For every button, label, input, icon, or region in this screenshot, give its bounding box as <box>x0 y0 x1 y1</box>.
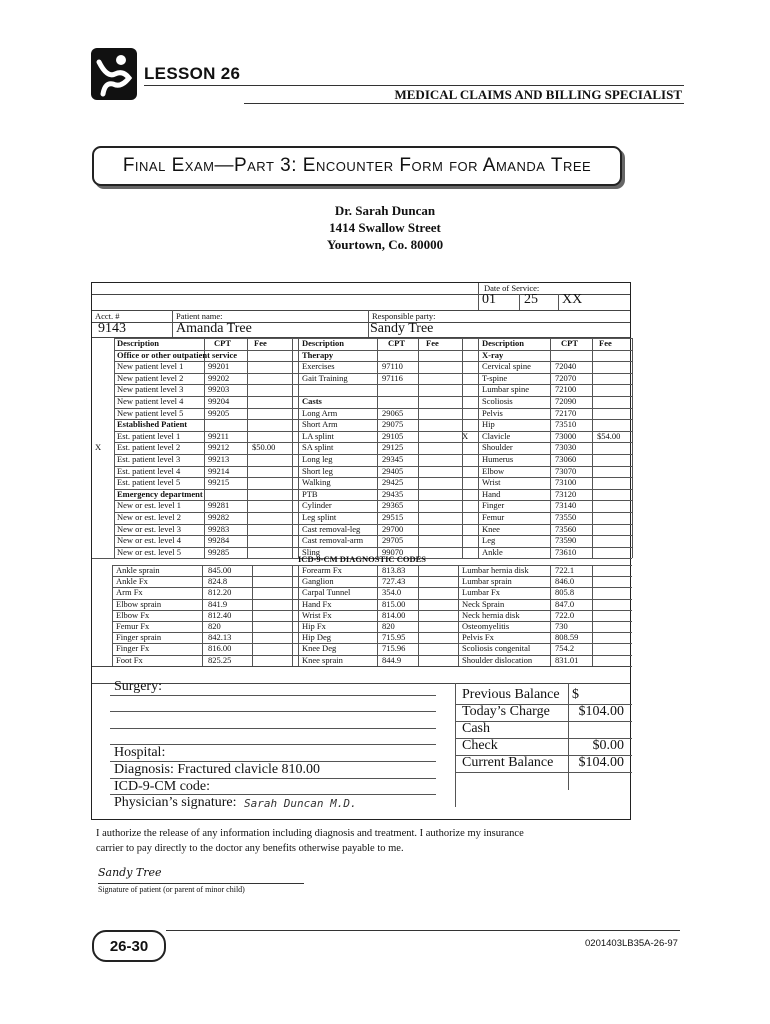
form-rule <box>92 666 630 667</box>
doctor-street: 1414 Swallow Street <box>329 220 441 235</box>
grid-rule <box>112 565 632 566</box>
form-divider <box>172 310 173 337</box>
encounter-form <box>91 282 631 820</box>
lesson-number: LESSON 26 <box>144 64 241 83</box>
column-header-cpt: CPT <box>388 338 405 348</box>
writing-line <box>110 728 436 729</box>
grid-rule <box>114 547 632 548</box>
grid-rule <box>114 373 632 374</box>
diagnosis-code: 846.0 <box>555 576 575 587</box>
procedure-description: New or est. level 3 <box>117 523 181 534</box>
procedure-description: Cast removal-arm <box>302 535 364 546</box>
grid-divider <box>112 565 113 666</box>
diagnosis-description: Lumbar Fx <box>462 587 501 598</box>
procedure-cpt: 99282 <box>208 512 230 522</box>
grid-divider <box>292 338 293 558</box>
grid-rule <box>112 610 632 611</box>
grid-divider <box>204 338 205 558</box>
grid-rule <box>114 419 632 420</box>
grid-rule <box>112 643 632 644</box>
procedure-description: Short leg <box>302 465 333 476</box>
procedure-cpt: 99215 <box>208 477 230 488</box>
diagnosis-code: 814.00 <box>382 609 406 620</box>
section-heading: Office or other outpatient service <box>117 349 238 360</box>
diagnosis-code: 808.59 <box>555 632 579 643</box>
diagnosis-code: 820 <box>382 621 395 631</box>
grid-rule <box>114 454 632 455</box>
grid-divider <box>377 338 378 558</box>
procedure-cpt: 73590 <box>555 535 577 546</box>
diagnosis-description: Forearm Fx <box>302 565 342 575</box>
diagnosis-description: Foot Fx <box>116 654 143 665</box>
column-header-description: Description <box>117 338 160 348</box>
diagnosis-description: Knee Deg <box>302 643 337 654</box>
grid-rule <box>114 350 632 351</box>
grid-divider <box>478 338 479 558</box>
procedure-description: Long leg <box>302 454 333 464</box>
grid-rule <box>114 500 632 501</box>
grid-divider <box>247 338 248 558</box>
procedure-cpt: 73510 <box>555 419 577 430</box>
signature-caption: Signature of patient (or parent of minor child) <box>98 885 245 894</box>
section-heading: Established Patient <box>117 419 188 430</box>
form-divider <box>568 683 569 790</box>
grid-divider <box>298 565 299 666</box>
doctor-address <box>0 202 770 253</box>
diagnosis-description: Neck hernia disk <box>462 609 520 620</box>
procedure-description: New patient level 3 <box>117 384 184 395</box>
procedure-cpt: 73070 <box>555 465 577 476</box>
diagnosis-code: 812.40 <box>208 609 232 620</box>
grid-rule <box>114 512 632 513</box>
procedure-cpt: 29515 <box>382 512 404 522</box>
diagnosis-description: Hip Fx <box>302 621 326 631</box>
date-month: 01 <box>482 292 496 307</box>
patient-name: Amanda Tree <box>176 321 252 336</box>
balance-label: Today’s Charge <box>462 704 550 719</box>
surgery-label: Surgery: <box>114 679 162 694</box>
diagnosis-description: Finger Fx <box>116 643 150 654</box>
column-header-fee: Fee <box>254 338 267 348</box>
hospital-label: Hospital: <box>114 745 166 760</box>
grid-rule <box>114 466 632 467</box>
grid-rule <box>114 338 632 339</box>
procedure-description: Est. patient level 4 <box>117 465 181 476</box>
responsible-party: Sandy Tree <box>370 321 434 336</box>
acct-label: Acct. # <box>95 311 120 321</box>
form-divider <box>519 294 520 310</box>
procedure-description: Hand <box>482 488 501 499</box>
grid-divider <box>418 565 419 666</box>
procedure-description: Humerus <box>482 454 514 464</box>
grid-rule <box>112 599 632 600</box>
diagnosis-code: 816.00 <box>208 643 232 654</box>
grid-divider <box>377 565 378 666</box>
procedure-cpt: 29435 <box>382 488 404 499</box>
balance-rule <box>455 772 632 773</box>
date-label: Date of Service: <box>484 283 540 293</box>
diagnosis-code: 825.25 <box>208 654 232 665</box>
date-day: 25 <box>524 292 538 307</box>
grid-divider <box>592 565 593 666</box>
procedure-description: New patient level 1 <box>117 361 184 372</box>
procedure-cpt: 29425 <box>382 477 404 488</box>
procedure-description: New patient level 2 <box>117 372 184 383</box>
procedure-description: Clavicle <box>482 430 511 441</box>
diagnosis: Diagnosis: Fractured clavicle 810.00 <box>114 762 321 777</box>
balance-rule <box>455 721 632 722</box>
responsible-label: Responsible party: <box>372 311 436 321</box>
diagnosis-description: Pelvis Fx <box>462 632 494 643</box>
diagnosis-description: Scoliosis congenital <box>462 643 531 654</box>
grid-rule <box>114 408 632 409</box>
procedure-description: New or est. level 1 <box>117 500 181 511</box>
course-title: MEDICAL CLAIMS AND BILLING SPECIALIST <box>394 87 682 102</box>
procedure-description: Cervical spine <box>482 361 531 372</box>
diagnosis-code: 842.13 <box>208 632 232 643</box>
signature-line <box>98 883 304 884</box>
procedure-cpt: 29105 <box>382 430 404 441</box>
physician-signature: Sarah Duncan M.D. <box>244 797 357 810</box>
procedure-cpt: 99203 <box>208 384 230 395</box>
procedure-cpt: 72040 <box>555 361 577 372</box>
column-header-description: Description <box>482 338 525 348</box>
grid-rule <box>114 396 632 397</box>
procedure-description: Femur <box>482 512 505 522</box>
balance-rule <box>455 755 632 756</box>
doctor-city: Yourtown, Co. 80000 <box>326 237 444 252</box>
diagnosis-code: 845.00 <box>208 565 232 575</box>
procedure-cpt: 73060 <box>555 454 577 464</box>
procedure-cpt: 73100 <box>555 477 577 488</box>
diagnosis-description: Wrist Fx <box>302 609 332 620</box>
authorization-line: I authorize the release of any information including diagnosis and treatment. I authorize my insurance <box>96 828 524 839</box>
header-rule <box>144 85 684 86</box>
diagnosis-description: Arm Fx <box>116 587 143 598</box>
grid-rule <box>114 489 632 490</box>
procedure-cpt: 97116 <box>382 372 403 383</box>
document-code: 0201403LB35A-26-97 <box>585 938 678 949</box>
procedure-description: New or est. level 5 <box>117 546 181 557</box>
procedure-cpt: 29065 <box>382 407 404 418</box>
procedure-cpt: 29700 <box>382 523 404 534</box>
balance-value: $104.00 <box>578 704 624 719</box>
procedure-description: Est. patient level 5 <box>117 477 181 488</box>
grid-rule <box>114 477 632 478</box>
procedure-cpt: 99070 <box>382 546 404 557</box>
form-divider <box>478 283 479 310</box>
procedure-fee: $54.00 <box>597 430 621 441</box>
procedure-description: Elbow <box>482 465 505 476</box>
doctor-name: Dr. Sarah Duncan <box>334 203 436 218</box>
column-header-fee: Fee <box>599 338 612 348</box>
grid-divider <box>550 338 551 558</box>
row-mark: X <box>95 442 102 453</box>
procedure-cpt: 72090 <box>555 396 577 406</box>
figure-icon <box>91 48 137 100</box>
procedure-description: New patient level 5 <box>117 407 184 418</box>
grid-rule <box>114 361 632 362</box>
diagnosis-code: 805.8 <box>555 587 575 598</box>
diagnosis-description: Elbow sprain <box>116 598 162 609</box>
procedure-cpt: 99281 <box>208 500 230 511</box>
procedure-description: PTB <box>302 488 318 499</box>
writing-line <box>110 711 436 712</box>
form-divider <box>558 294 559 310</box>
diagnosis-description: Ankle sprain <box>116 565 160 575</box>
procedure-cpt: 73610 <box>555 546 577 557</box>
procedure-cpt: 99202 <box>208 372 230 383</box>
procedure-description: Cast removal-leg <box>302 523 361 534</box>
icd-code-label: ICD-9-CM code: <box>114 779 211 794</box>
page-number: 26-30 <box>92 930 166 962</box>
balance-label: Previous Balance <box>462 687 560 702</box>
procedure-description: Est. patient level 3 <box>117 454 181 464</box>
date-year: XX <box>562 292 583 307</box>
grid-divider <box>202 565 203 666</box>
column-header-description: Description <box>302 338 345 348</box>
diagnosis-description: Ganglion <box>302 576 334 587</box>
balance-value: $104.00 <box>578 755 624 770</box>
diagnosis-description: Elbow Fx <box>116 609 150 620</box>
procedure-cpt: 99211 <box>208 430 229 441</box>
procedure-cpt: 29075 <box>382 419 404 430</box>
procedure-description: Wrist <box>482 477 501 488</box>
diagnosis-code: 815.00 <box>382 598 406 609</box>
procedure-cpt: 99204 <box>208 396 230 406</box>
procedure-description: SA splint <box>302 442 334 453</box>
procedure-description: Hip <box>482 419 495 430</box>
procedure-description: Est. patient level 1 <box>117 430 181 441</box>
balance-label: Cash <box>462 721 490 736</box>
grid-divider <box>462 338 463 558</box>
procedure-cpt: 73560 <box>555 523 577 534</box>
balance-label: Current Balance <box>462 755 554 770</box>
patient-label: Patient name: <box>176 311 223 321</box>
procedure-description: New or est. level 2 <box>117 512 181 522</box>
diagnosis-code: 831.01 <box>555 654 579 665</box>
diagnosis-description: Lumbar sprain <box>462 576 512 587</box>
procedure-description: Lumbar spine <box>482 384 529 395</box>
diagnosis-code: 722.1 <box>555 565 575 575</box>
procedure-cpt: 97110 <box>382 361 403 372</box>
diagnosis-code: 824.8 <box>208 576 228 587</box>
diagnosis-code: 847.0 <box>555 598 575 609</box>
grid-rule <box>112 655 632 656</box>
grid-divider <box>292 565 293 666</box>
diagnosis-code: 715.95 <box>382 632 406 643</box>
procedure-description: Finger <box>482 500 505 511</box>
acct-number: 9143 <box>98 321 126 336</box>
procedure-description: New or est. level 4 <box>117 535 181 546</box>
procedure-description: Sling <box>302 546 320 557</box>
procedure-cpt: 99214 <box>208 465 230 476</box>
diagnosis-code: 841.9 <box>208 598 228 609</box>
section-heading: Therapy <box>302 349 334 360</box>
exam-title: Final Exam—Part 3: Encounter Form for Amanda Tree <box>122 155 592 176</box>
procedure-cpt: 72100 <box>555 384 577 395</box>
balance-rule <box>455 738 632 739</box>
diagnosis-description: Lumbar hernia disk <box>462 565 529 575</box>
grid-rule <box>114 535 632 536</box>
procedure-description: LA splint <box>302 430 334 441</box>
procedure-cpt: 99212 <box>208 442 230 453</box>
procedure-cpt: 99201 <box>208 361 230 372</box>
grid-divider <box>252 565 253 666</box>
procedure-cpt: 73120 <box>555 488 577 499</box>
procedure-description: Leg <box>482 535 496 546</box>
procedure-cpt: 29705 <box>382 535 404 546</box>
section-heading: X-ray <box>482 349 504 360</box>
procedure-cpt: 73550 <box>555 512 577 522</box>
patient-signature: Sandy Tree <box>98 866 162 879</box>
column-header-cpt: CPT <box>214 338 231 348</box>
diagnosis-code: 754.2 <box>555 643 575 654</box>
diagnosis-code: 354.0 <box>382 587 402 598</box>
section-heading: Casts <box>302 396 322 406</box>
procedure-cpt: 73030 <box>555 442 577 453</box>
procedure-description: Cylinder <box>302 500 332 511</box>
diagnosis-description: Neck Sprain <box>462 598 505 609</box>
procedure-description: Shoulder <box>482 442 513 453</box>
diagnosis-code: 844.9 <box>382 654 402 665</box>
diagnosis-code: 715.96 <box>382 643 406 654</box>
row-mark: X <box>462 430 469 441</box>
procedure-cpt: 99284 <box>208 535 230 546</box>
section-heading: Emergency department <box>117 488 203 499</box>
procedure-description: Leg splint <box>302 512 337 522</box>
balance-label: Check <box>462 738 498 753</box>
grid-rule <box>114 442 632 443</box>
balance-value: $0.00 <box>592 738 624 753</box>
header-rule-lower <box>244 103 684 104</box>
diagnosis-code: 813.83 <box>382 565 406 575</box>
authorization-text <box>96 826 524 856</box>
procedure-description: Pelvis <box>482 407 503 418</box>
grid-rule <box>112 632 632 633</box>
column-header-cpt: CPT <box>561 338 578 348</box>
procedure-cpt: 29405 <box>382 465 404 476</box>
grid-divider <box>592 338 593 558</box>
diagnosis-description: Finger sprain <box>116 632 162 643</box>
procedure-cpt: 29345 <box>382 454 404 464</box>
lesson-logo <box>91 48 137 100</box>
procedure-cpt: 73000 <box>555 430 577 441</box>
icd-title: ICD-9-CM DIAGNOSTIC CODES <box>298 554 426 564</box>
diagnosis-code: 812.20 <box>208 587 232 598</box>
grid-divider <box>114 338 115 558</box>
writing-line <box>110 695 436 696</box>
grid-rule <box>114 524 632 525</box>
grid-rule <box>112 576 632 577</box>
diagnosis-code: 730 <box>555 621 568 631</box>
diagnosis-code: 722.0 <box>555 609 575 620</box>
form-rule <box>92 683 630 684</box>
procedure-description: Walking <box>302 477 331 488</box>
exam-title-box <box>92 146 622 186</box>
procedure-description: Exercises <box>302 361 335 372</box>
diagnosis-description: Hip Deg <box>302 632 332 643</box>
diagnosis-description: Hand Fx <box>302 598 332 609</box>
balance-rule <box>455 704 632 705</box>
procedure-description: Long Arm <box>302 407 338 418</box>
procedure-cpt: 99285 <box>208 546 230 557</box>
diagnosis-description: Ankle Fx <box>116 576 148 587</box>
grid-divider <box>632 338 633 558</box>
diagnosis-code: 727.43 <box>382 576 406 587</box>
procedure-description: Scoliosis <box>482 396 513 406</box>
grid-rule <box>114 431 632 432</box>
form-rule <box>92 294 630 295</box>
grid-rule <box>112 587 632 588</box>
diagnosis-description: Carpal Tunnel <box>302 587 351 598</box>
column-header-fee: Fee <box>426 338 439 348</box>
procedure-cpt: 29125 <box>382 442 404 453</box>
balance-value: $ <box>572 687 579 702</box>
grid-rule <box>114 384 632 385</box>
procedure-description: Short Arm <box>302 419 338 430</box>
procedure-description: Knee <box>482 523 500 534</box>
procedure-fee: $50.00 <box>252 442 276 453</box>
diagnosis-description: Shoulder dislocation <box>462 654 533 665</box>
grid-divider <box>458 565 459 666</box>
diagnosis-code: 820 <box>208 621 221 631</box>
procedure-description: New patient level 4 <box>117 396 184 406</box>
procedure-cpt: 99213 <box>208 454 230 464</box>
authorization-line: carrier to pay directly to the doctor any benefits otherwise payable to me. <box>96 843 404 854</box>
procedure-cpt: 99205 <box>208 407 230 418</box>
grid-rule <box>112 621 632 622</box>
grid-divider <box>418 338 419 558</box>
procedure-cpt: 72170 <box>555 407 577 418</box>
diagnosis-description: Knee sprain <box>302 654 343 665</box>
procedure-cpt: 72070 <box>555 372 577 383</box>
procedure-cpt: 29365 <box>382 500 404 511</box>
procedure-cpt: 73140 <box>555 500 577 511</box>
procedure-description: Est. patient level 2 <box>117 442 181 453</box>
diagnosis-description: Osteomyelitis <box>462 621 510 631</box>
physician-signature-label: Physician’s signature: <box>114 795 237 810</box>
grid-divider <box>550 565 551 666</box>
diagnosis-description: Femur Fx <box>116 621 150 631</box>
procedure-description: T-spine <box>482 372 508 383</box>
procedure-cpt: 99283 <box>208 523 230 534</box>
procedure-description: Ankle <box>482 546 503 557</box>
procedure-description: Gait Training <box>302 372 348 383</box>
footer-rule <box>166 930 680 931</box>
form-divider <box>455 683 456 807</box>
form-divider <box>368 310 369 337</box>
grid-divider <box>298 338 299 558</box>
